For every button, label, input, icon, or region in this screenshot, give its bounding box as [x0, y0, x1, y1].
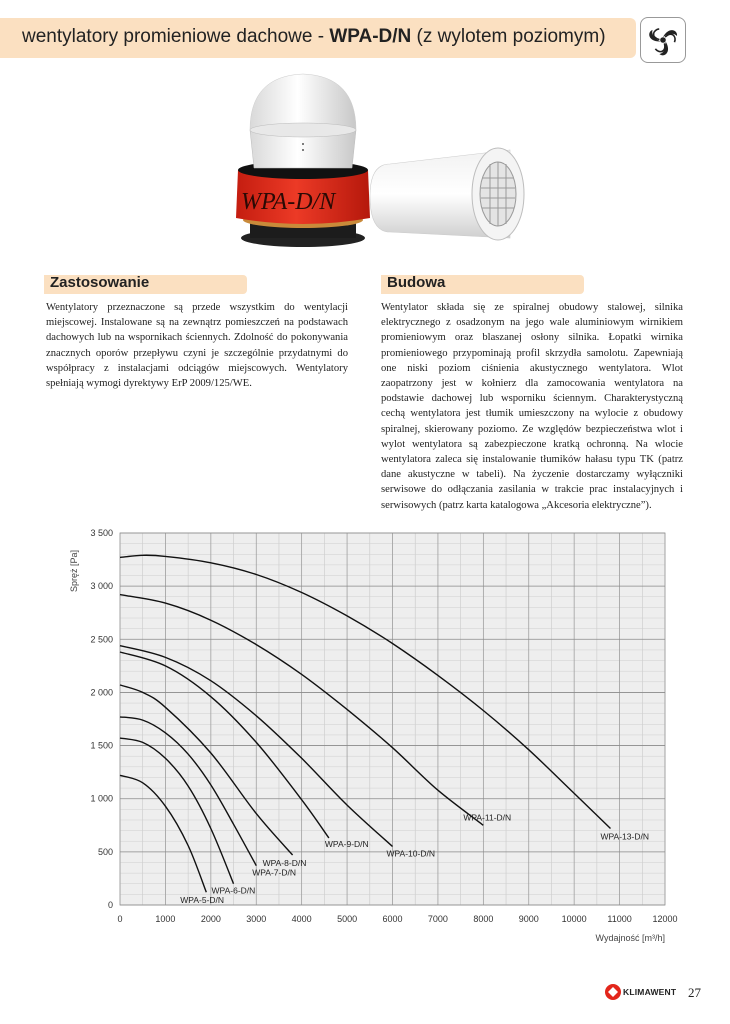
product-photo: [210, 68, 530, 268]
series-label: WPA-10-D/N: [386, 848, 435, 859]
x-tick-label: 1000: [155, 914, 176, 924]
housing-label: WPA-D/N: [241, 189, 336, 215]
y-tick-label: 3 500: [90, 528, 113, 538]
series-label: WPA-6-D/N: [211, 885, 256, 896]
x-tick-label: 12000: [652, 914, 678, 924]
x-tick-label: 8000: [473, 914, 494, 924]
zastosowanie-text: Wentylatory przeznaczone są przede wszystkim do wentylacji miejscowej. Instalowane są na zewnątrz pomieszczeń na podstawach dachowych lub na wspornikach ściennych. Zdolność do pokonywania znacznych oporów przepływu czyni je szczególnie przydatnymi do współpracy z instalacjami odciągów miejscowych. Wentylatory spełniają wymogi dyrektywy ErP 2009/125/WE.: [46, 302, 348, 390]
x-tick-label: 4000: [291, 914, 312, 924]
series-label: WPA-8-D/N: [262, 858, 307, 869]
y-tick-label: 1 000: [90, 793, 113, 804]
y-tick-label: 2 500: [90, 634, 113, 645]
x-tick-label: 3000: [246, 914, 267, 924]
series-label: WPA-5-D/N: [180, 895, 225, 906]
page-title: [22, 26, 606, 48]
title-prefix: wentylatory promieniowe dachowe -: [22, 26, 330, 47]
x-axis-label: Wydajność [m³/h]: [595, 933, 665, 943]
series-label: WPA-11-D/N: [463, 812, 512, 823]
x-tick-label: 9000: [518, 914, 539, 924]
series-label: WPA-7-D/N: [252, 867, 297, 878]
page-number: 27: [688, 985, 701, 1000]
budowa-text: Wentylator składa się ze spiralnej obudowy stalowej, silnika elektrycznego z osadzonym na jego wale aluminiowym wirnikiem promieniowym oraz blaszanej osłony silnika. Łopatki wirnika promieniowego przypominają profil skrzydła samolotu. Zapewniają one niski poziom ciśnienia akustycznego wentylatora. Wlot zaopatrzony jest w kołnierz dla zamocowania wentylatora na podstawie dachowej lub wsporniku ściennym. Charakterystyczną cechą wentylatora jest tłumik umieszczony na wylocie z obudowy spiralnej, skierowany poziomo. Ze względów bezpieczeństwa wlot i wylot wentylatora są zabezpieczone kratką ochronną. Na wlocie wentylatora zaleca się instalowanie tłumików hałasu typu TK (patrz dane akustyczne w tabeli). Na życzenie dostarczamy wyłączniki serwisowe do odłączania zasilania w trakcie prac instalacyjnych i serwisowych (patrz karta katalogowa „Akcesoria elektryczne”).: [381, 302, 683, 511]
x-tick-label: 10000: [561, 914, 587, 924]
y-tick-label: 3 000: [90, 581, 113, 592]
x-tick-label: 7000: [427, 914, 448, 924]
y-tick-label: 500: [97, 846, 113, 857]
y-tick-label: 1 500: [90, 740, 113, 751]
series-label: WPA-9-D/N: [324, 839, 369, 850]
x-tick-label: 0: [117, 914, 123, 924]
y-tick-label: 2 000: [90, 687, 113, 698]
brand-name: KLIMAWENT: [623, 987, 677, 997]
y-tick-label: 0: [107, 900, 113, 910]
x-tick-label: 2000: [200, 914, 221, 924]
y-axis-label: Spręż [Pa]: [69, 549, 79, 593]
x-tick-label: 5000: [337, 914, 358, 924]
budowa-heading: Budowa: [387, 274, 446, 291]
series-label: WPA-13-D/N: [600, 831, 649, 842]
title-model: WPA-D/N: [329, 26, 412, 47]
x-tick-label: 6000: [382, 914, 403, 924]
title-suffix: (z wylotem poziomym): [411, 26, 606, 47]
fan-performance-chart: [58, 520, 678, 950]
zastosowanie-heading: Zastosowanie: [50, 274, 150, 291]
fan-icon: [640, 17, 686, 63]
x-tick-label: 11000: [607, 914, 632, 924]
